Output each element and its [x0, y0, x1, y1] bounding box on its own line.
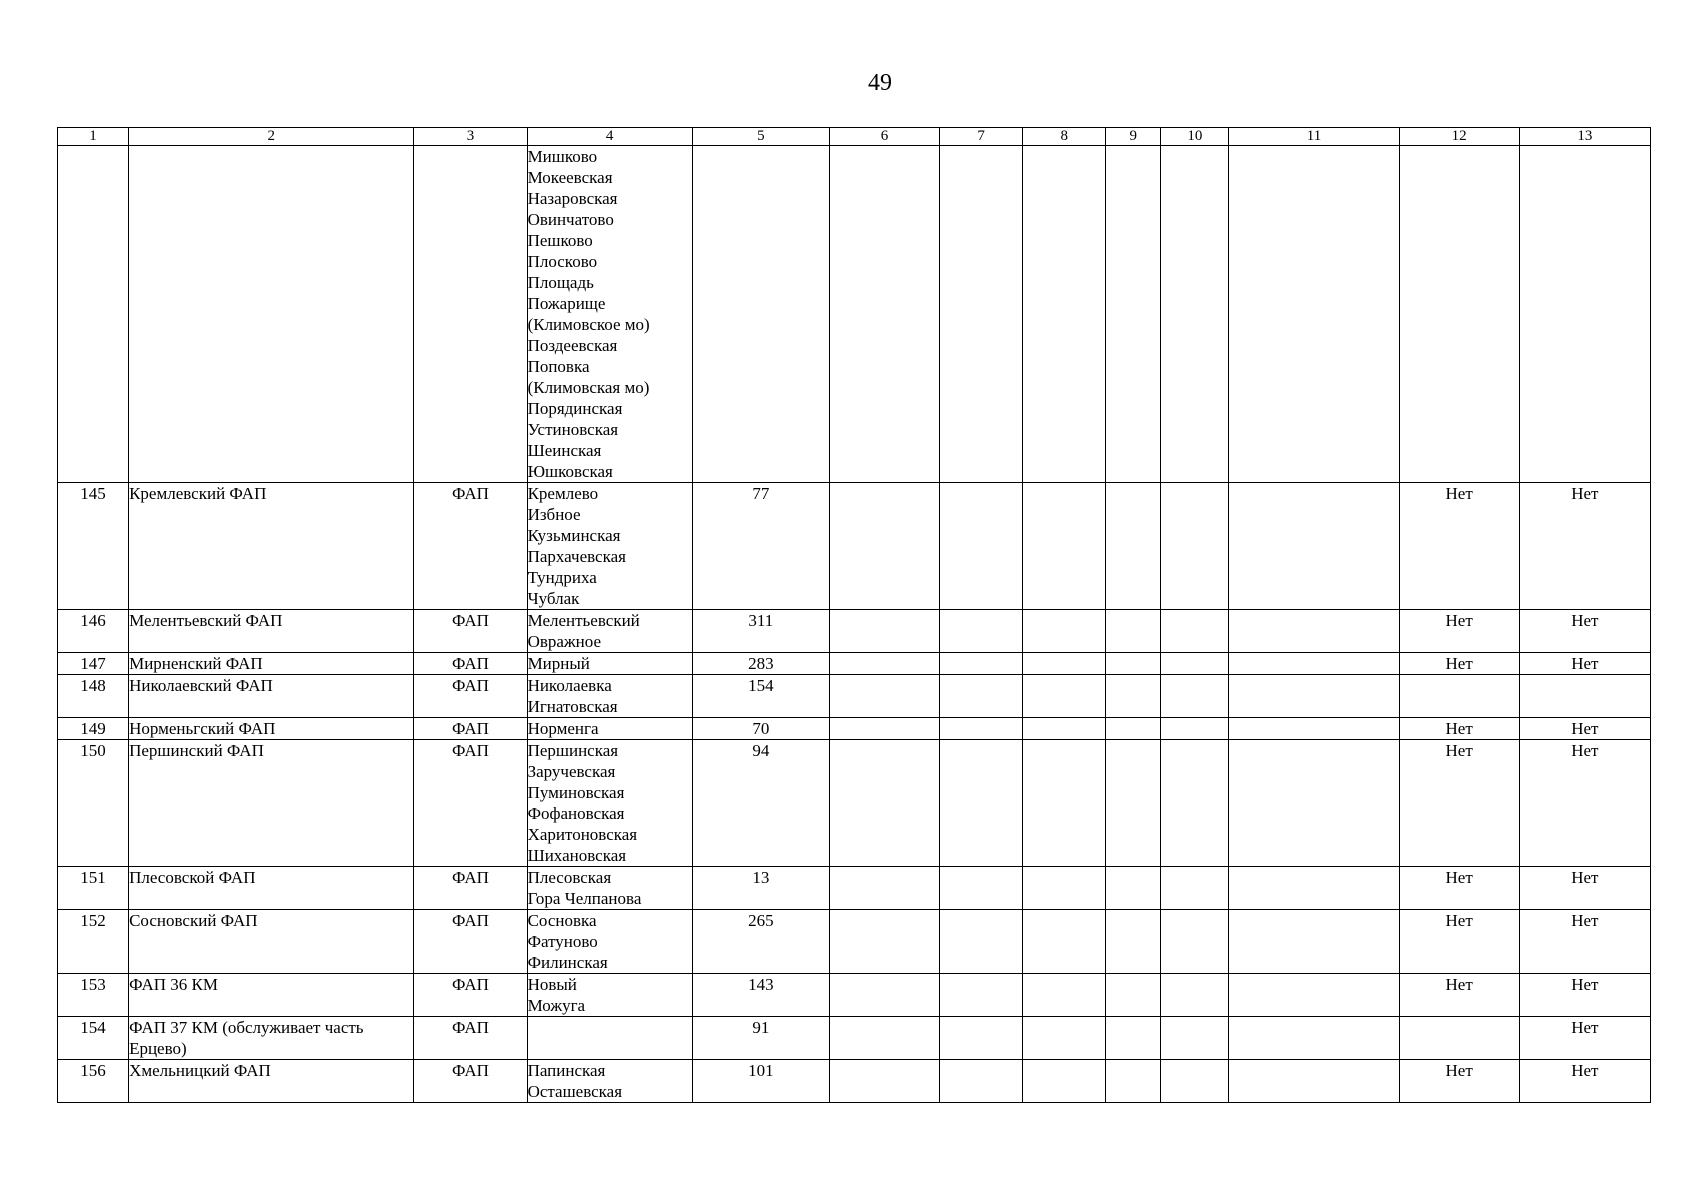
- facility-name-cell: Норменьгский ФАП: [129, 718, 414, 740]
- row-number-cell: 156: [58, 1060, 129, 1103]
- empty-cell-col-8: [1023, 740, 1106, 867]
- row-number-cell: 153: [58, 974, 129, 1017]
- empty-cell-col-8: [1023, 867, 1106, 910]
- empty-cell-col-6: [829, 1060, 939, 1103]
- settlement-name: Чублак: [527, 589, 580, 608]
- empty-cell-col-7: [940, 675, 1023, 718]
- empty-cell-col-7: [940, 146, 1023, 483]
- settlements-cell: [527, 610, 692, 653]
- empty-cell-col-10: [1161, 1060, 1229, 1103]
- empty-cell-col-9: [1106, 1060, 1161, 1103]
- settlements-cell: [527, 483, 692, 610]
- settlement-name: Кремлево: [527, 484, 599, 503]
- population-cell: [692, 146, 829, 483]
- column-header: 9: [1106, 128, 1161, 146]
- empty-cell-col-10: [1161, 974, 1229, 1017]
- page-number: 49: [868, 70, 892, 96]
- empty-cell-col-10: [1161, 1017, 1229, 1060]
- empty-cell-col-8: [1023, 653, 1106, 675]
- empty-cell-col-11: [1229, 718, 1399, 740]
- table-row: [58, 146, 1651, 483]
- empty-cell-col-11: [1229, 1017, 1399, 1060]
- empty-cell-col-9: [1106, 718, 1161, 740]
- column-header: 4: [527, 128, 692, 146]
- empty-cell-col-8: [1023, 675, 1106, 718]
- table-row: [58, 1060, 1651, 1103]
- settlement-name: Шеинская: [527, 441, 602, 460]
- settlement-name: Юшковская: [527, 462, 613, 481]
- settlement-name: Мишково: [527, 147, 598, 166]
- col-13-cell: [1519, 675, 1650, 718]
- table-row: [58, 974, 1651, 1017]
- empty-cell-col-11: [1229, 610, 1399, 653]
- col-12-cell: [1399, 146, 1519, 483]
- empty-cell-col-6: [829, 653, 939, 675]
- empty-cell-col-11: [1229, 740, 1399, 867]
- settlement-name: Пожарище: [527, 294, 606, 313]
- facility-name-cell: ФАП 36 КМ: [129, 974, 414, 1017]
- empty-cell-col-9: [1106, 675, 1161, 718]
- facilities-table: [57, 127, 1651, 1103]
- facility-name-cell: ФАП 37 КМ (обслуживает часть Ерцево): [129, 1017, 414, 1060]
- settlement-name: Овражное: [527, 632, 602, 651]
- empty-cell-col-8: [1023, 910, 1106, 974]
- settlement-name: Фатуново: [527, 932, 598, 951]
- settlement-name: Порядинская: [527, 399, 623, 418]
- empty-cell-col-7: [940, 1017, 1023, 1060]
- settlement-name: Кузьминская: [527, 526, 621, 545]
- empty-cell-col-9: [1106, 146, 1161, 483]
- empty-cell-col-8: [1023, 718, 1106, 740]
- table-row: [58, 718, 1651, 740]
- empty-cell-col-11: [1229, 675, 1399, 718]
- facility-type-cell: ФАП: [414, 653, 527, 675]
- settlement-name: Новый: [527, 975, 577, 994]
- empty-cell-col-9: [1106, 910, 1161, 974]
- settlement-name: Тундриха: [527, 568, 597, 587]
- empty-cell-col-10: [1161, 146, 1229, 483]
- settlement-name: Осташевская: [527, 1082, 623, 1101]
- table-row: [58, 675, 1651, 718]
- settlements-cell: [527, 1060, 692, 1103]
- empty-cell-col-11: [1229, 867, 1399, 910]
- empty-cell-col-7: [940, 653, 1023, 675]
- empty-cell-col-8: [1023, 974, 1106, 1017]
- column-header: 10: [1161, 128, 1229, 146]
- facility-name-cell: [129, 146, 414, 483]
- col-13-cell: Нет: [1519, 974, 1650, 1017]
- column-header: 2: [129, 128, 414, 146]
- empty-cell-col-11: [1229, 910, 1399, 974]
- row-number-cell: 147: [58, 653, 129, 675]
- settlements-cell: [527, 867, 692, 910]
- empty-cell-col-8: [1023, 1017, 1106, 1060]
- col-13-cell: Нет: [1519, 1060, 1650, 1103]
- table-row: [58, 910, 1651, 974]
- col-13-cell: Нет: [1519, 483, 1650, 610]
- empty-cell-col-7: [940, 867, 1023, 910]
- empty-cell-col-6: [829, 1017, 939, 1060]
- settlement-name: Назаровская: [527, 189, 618, 208]
- settlement-name: Мелентьевский: [527, 611, 640, 630]
- column-header: 5: [692, 128, 829, 146]
- facility-type-cell: ФАП: [414, 910, 527, 974]
- settlement-name: Першинская: [527, 741, 619, 760]
- empty-cell-col-11: [1229, 653, 1399, 675]
- empty-cell-col-6: [829, 610, 939, 653]
- row-number-cell: 151: [58, 867, 129, 910]
- column-header: 12: [1399, 128, 1519, 146]
- population-cell: 77: [692, 483, 829, 610]
- settlement-name: Шихановская: [527, 846, 627, 865]
- facility-name-cell: Мелентьевский ФАП: [129, 610, 414, 653]
- empty-cell-col-6: [829, 740, 939, 867]
- col-13-cell: Нет: [1519, 653, 1650, 675]
- empty-cell-col-11: [1229, 974, 1399, 1017]
- empty-cell-col-10: [1161, 867, 1229, 910]
- facility-name-cell: Першинский ФАП: [129, 740, 414, 867]
- row-number-cell: [58, 146, 129, 483]
- settlements-cell: [527, 1017, 692, 1060]
- col-13-cell: Нет: [1519, 1017, 1650, 1060]
- settlement-name: (Климовская мо): [527, 378, 650, 397]
- col-12-cell: [1399, 675, 1519, 718]
- col-12-cell: Нет: [1399, 740, 1519, 867]
- settlement-name: Устиновская: [527, 420, 619, 439]
- empty-cell-col-9: [1106, 974, 1161, 1017]
- empty-cell-col-10: [1161, 675, 1229, 718]
- population-cell: 265: [692, 910, 829, 974]
- facility-type-cell: ФАП: [414, 483, 527, 610]
- empty-cell-col-8: [1023, 1060, 1106, 1103]
- settlement-name: Папинская: [527, 1061, 606, 1080]
- empty-cell-col-8: [1023, 146, 1106, 483]
- facility-name-cell: Мирненский ФАП: [129, 653, 414, 675]
- col-12-cell: Нет: [1399, 867, 1519, 910]
- empty-cell-col-10: [1161, 653, 1229, 675]
- empty-cell-col-11: [1229, 483, 1399, 610]
- empty-cell-col-9: [1106, 483, 1161, 610]
- facility-type-cell: ФАП: [414, 1060, 527, 1103]
- settlement-name: Филинская: [527, 953, 608, 972]
- column-header: 7: [940, 128, 1023, 146]
- settlement-name: Игнатовская: [527, 697, 618, 716]
- settlement-name: Овинчатово: [527, 210, 614, 229]
- population-cell: 91: [692, 1017, 829, 1060]
- settlement-name: Норменга: [527, 719, 599, 738]
- settlements-cell: [527, 974, 692, 1017]
- table-row: [58, 610, 1651, 653]
- facility-type-cell: ФАП: [414, 1017, 527, 1060]
- empty-cell-col-6: [829, 483, 939, 610]
- settlement-name: Поздеевская: [527, 336, 618, 355]
- facility-type-cell: [414, 146, 527, 483]
- settlements-cell: [527, 146, 692, 483]
- col-13-cell: Нет: [1519, 718, 1650, 740]
- settlement-name: Избное: [527, 505, 581, 524]
- row-number-cell: 149: [58, 718, 129, 740]
- settlement-name: (Климовское мо): [527, 315, 650, 334]
- col-13-cell: Нет: [1519, 740, 1650, 867]
- settlement-name: Гора Челпанова: [527, 889, 642, 908]
- column-header: 1: [58, 128, 129, 146]
- facility-name-cell: Кремлевский ФАП: [129, 483, 414, 610]
- empty-cell-col-7: [940, 910, 1023, 974]
- facility-type-cell: ФАП: [414, 610, 527, 653]
- facility-name-cell: Сосновский ФАП: [129, 910, 414, 974]
- settlement-name: Мокеевская: [527, 168, 613, 187]
- column-header: 6: [829, 128, 939, 146]
- col-13-cell: Нет: [1519, 610, 1650, 653]
- facility-name-cell: Николаевский ФАП: [129, 675, 414, 718]
- table-row: [58, 867, 1651, 910]
- empty-cell-col-7: [940, 740, 1023, 867]
- empty-cell-col-7: [940, 610, 1023, 653]
- empty-cell-col-9: [1106, 740, 1161, 867]
- empty-cell-col-10: [1161, 610, 1229, 653]
- empty-cell-col-9: [1106, 610, 1161, 653]
- row-number-cell: 154: [58, 1017, 129, 1060]
- facility-name-cell: Хмельницкий ФАП: [129, 1060, 414, 1103]
- empty-cell-col-7: [940, 1060, 1023, 1103]
- table-row: [58, 483, 1651, 610]
- column-number-row: [58, 128, 1651, 146]
- empty-cell-col-10: [1161, 483, 1229, 610]
- row-number-cell: 146: [58, 610, 129, 653]
- empty-cell-col-6: [829, 146, 939, 483]
- empty-cell-col-8: [1023, 610, 1106, 653]
- settlement-name: Плосково: [527, 252, 598, 271]
- population-cell: 70: [692, 718, 829, 740]
- settlement-name: Пешково: [527, 231, 593, 250]
- col-12-cell: [1399, 1017, 1519, 1060]
- settlements-cell: [527, 653, 692, 675]
- col-12-cell: Нет: [1399, 653, 1519, 675]
- empty-cell-col-11: [1229, 146, 1399, 483]
- settlement-name: Площадь: [527, 273, 594, 292]
- row-number-cell: 152: [58, 910, 129, 974]
- facility-type-cell: ФАП: [414, 675, 527, 718]
- row-number-cell: 150: [58, 740, 129, 867]
- settlement-name: Пуминовская: [527, 783, 625, 802]
- settlements-cell: [527, 740, 692, 867]
- column-header: 13: [1519, 128, 1650, 146]
- table-row: [58, 653, 1651, 675]
- empty-cell-col-7: [940, 483, 1023, 610]
- col-12-cell: Нет: [1399, 610, 1519, 653]
- population-cell: 311: [692, 610, 829, 653]
- empty-cell-col-11: [1229, 1060, 1399, 1103]
- empty-cell-col-7: [940, 974, 1023, 1017]
- col-12-cell: Нет: [1399, 483, 1519, 610]
- settlement-name: Пархачевская: [527, 547, 626, 566]
- empty-cell-col-9: [1106, 867, 1161, 910]
- row-number-cell: 148: [58, 675, 129, 718]
- settlement-name: Заручевская: [527, 762, 616, 781]
- facility-type-cell: ФАП: [414, 867, 527, 910]
- col-12-cell: Нет: [1399, 910, 1519, 974]
- col-13-cell: [1519, 146, 1650, 483]
- column-header: 8: [1023, 128, 1106, 146]
- settlements-cell: [527, 718, 692, 740]
- empty-cell-col-9: [1106, 653, 1161, 675]
- empty-cell-col-6: [829, 675, 939, 718]
- settlement-name: Сосновка: [527, 911, 597, 930]
- empty-cell-col-10: [1161, 718, 1229, 740]
- facility-type-cell: ФАП: [414, 740, 527, 867]
- row-number-cell: 145: [58, 483, 129, 610]
- col-13-cell: Нет: [1519, 867, 1650, 910]
- empty-cell-col-6: [829, 718, 939, 740]
- population-cell: 143: [692, 974, 829, 1017]
- column-header: 11: [1229, 128, 1399, 146]
- settlement-name: Николаевка: [527, 676, 612, 695]
- empty-cell-col-8: [1023, 483, 1106, 610]
- facility-type-cell: ФАП: [414, 974, 527, 1017]
- settlement-name: Поповка: [527, 357, 590, 376]
- col-12-cell: Нет: [1399, 974, 1519, 1017]
- settlement-name: Можуга: [527, 996, 586, 1015]
- empty-cell-col-6: [829, 867, 939, 910]
- col-12-cell: Нет: [1399, 1060, 1519, 1103]
- population-cell: 154: [692, 675, 829, 718]
- empty-cell-col-6: [829, 974, 939, 1017]
- population-cell: 101: [692, 1060, 829, 1103]
- settlement-name: Плесовская: [527, 868, 612, 887]
- population-cell: 283: [692, 653, 829, 675]
- facility-name-cell: Плесовской ФАП: [129, 867, 414, 910]
- settlement-name: Фофановская: [527, 804, 625, 823]
- empty-cell-col-6: [829, 910, 939, 974]
- settlement-name: Мирный: [527, 654, 590, 673]
- table-row: [58, 1017, 1651, 1060]
- col-12-cell: Нет: [1399, 718, 1519, 740]
- column-header: 3: [414, 128, 527, 146]
- settlement-name: Харитоновская: [527, 825, 638, 844]
- settlements-cell: [527, 675, 692, 718]
- table-row: [58, 740, 1651, 867]
- population-cell: 94: [692, 740, 829, 867]
- facility-type-cell: ФАП: [414, 718, 527, 740]
- population-cell: 13: [692, 867, 829, 910]
- empty-cell-col-10: [1161, 910, 1229, 974]
- col-13-cell: Нет: [1519, 910, 1650, 974]
- empty-cell-col-10: [1161, 740, 1229, 867]
- settlements-cell: [527, 910, 692, 974]
- empty-cell-col-7: [940, 718, 1023, 740]
- empty-cell-col-9: [1106, 1017, 1161, 1060]
